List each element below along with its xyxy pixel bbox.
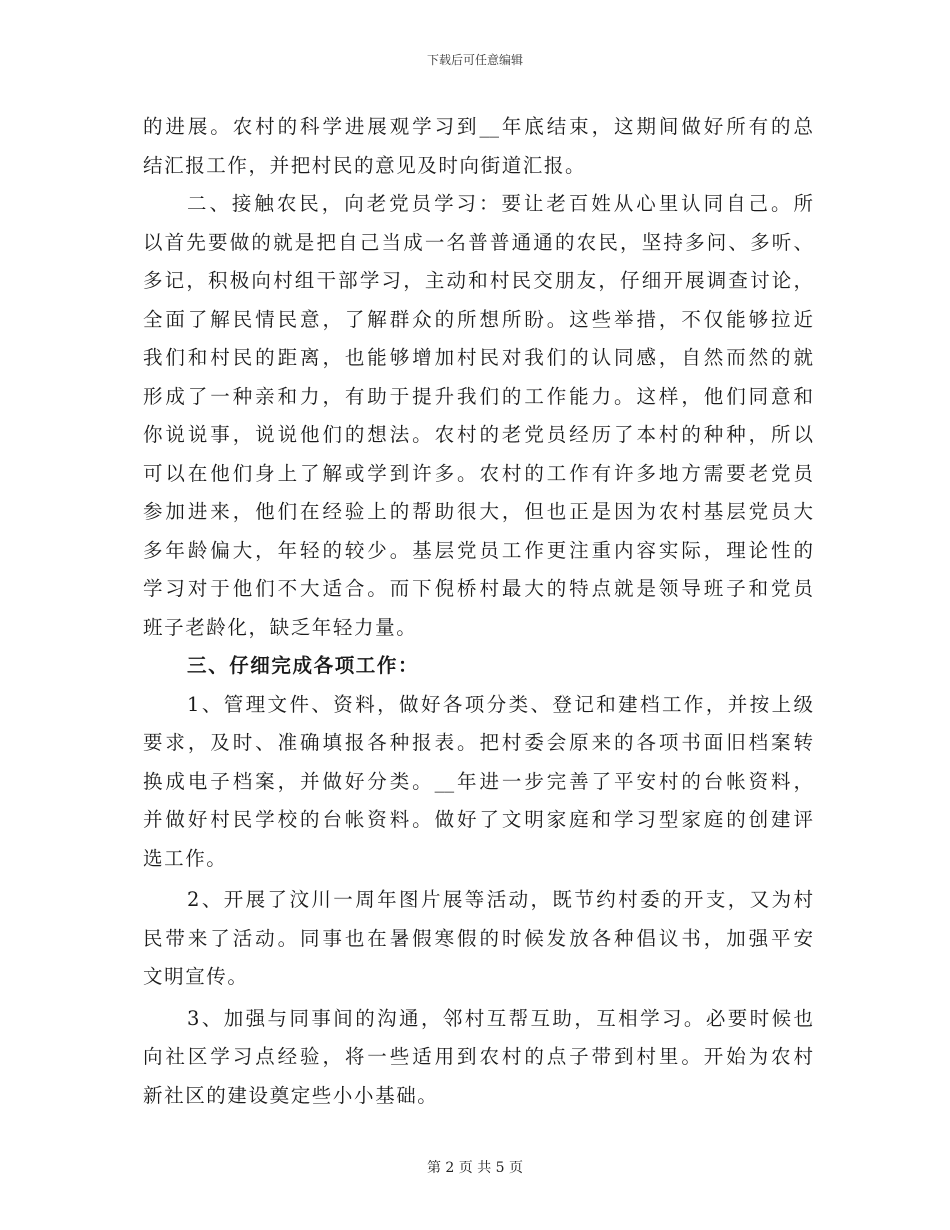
paragraph [143,881,813,997]
text-line: 民带来了活动。同事也在暑假寒假的时候发放各种倡议书，加强平安 [143,926,813,950]
text-line: 2、开展了汶川一周年图片展等活动，既节约村委的开支，又为村 [187,888,813,911]
text-line: 多年龄偏大，年轻的较少。基层党员工作更注重内容实际，理论性的 [143,538,813,562]
paragraph [143,1000,813,1116]
text-line: 向社区学习点经验，将一些适用到农村的点子带到村里。开始为农村 [143,1045,813,1068]
page-header: 下载后可任意编辑 [426,53,523,67]
text-line: 并做好村民学校的台帐资料。做好了文明家庭和学习型家庭的创建评 [143,808,813,831]
text-line: 多记，积极向村组干部学习，主动和村民交朋友，仔细开展调查讨论， [143,269,813,292]
text-line: 你说说事，说说他们的想法。农村的老党员经历了本村的种种，所以 [143,423,813,446]
text-line: 形成了一种亲和力，有助于提升我们的工作能力。这样，他们同意和 [143,384,813,408]
document-body [143,108,813,1115]
text-line: 的进展。农村的科学进展观学习到__年底结束，这期间做好所有的总 [143,115,813,138]
paragraph [143,185,813,647]
section-heading [143,647,813,686]
text-line: 可以在他们身上了解或学到许多。农村的工作有许多地方需要老党员 [143,461,813,485]
heading-text: 三、仔细完成各项工作： [187,654,420,677]
text-line: 新社区的建设奠定些小小基础。 [143,1083,439,1107]
text-line: 班子老龄化，缺乏年轻力量。 [143,615,418,639]
page-footer: 第 2 页 共 5 页 [426,1160,524,1176]
paragraph [143,108,813,185]
text-line: 换成电子档案，并做好分类。__年进一步完善了平安村的台帐资料， [143,769,813,793]
text-line: 3、加强与同事间的沟通，邻村互帮互助，互相学习。必要时候也 [187,1006,813,1030]
text-line: 1、管理文件、资料，做好各项分类、登记和建档工作，并按上级 [187,692,813,716]
text-line: 结汇报工作，并把村民的意见及时向街道汇报。 [143,153,587,177]
text-line: 以首先要做的就是把自己当成一名普普通通的农民，坚持多问、多听、 [143,230,813,254]
text-line: 要求，及时、准确填报各种报表。把村委会原来的各项书面旧档案转 [143,731,813,754]
paragraph [143,686,813,879]
text-line: 选工作。 [143,846,228,870]
text-line: 参加进来，他们在经验上的帮助很大，但也正是因为农村基层党员大 [143,500,813,523]
text-line: 文明宣传。 [143,965,249,988]
text-line: 学习对于他们不大适合。而下倪桥村最大的特点就是领导班子和党员 [143,577,813,600]
text-line: 我们和村民的距离，也能够增加村民对我们的认同感，自然而然的就 [143,346,813,369]
text-line: 全面了解民情民意，了解群众的所想所盼。这些举措，不仅能够拉近 [143,307,813,331]
text-line: 二、接触农民，向老党员学习：要让老百姓从心里认同自己。所 [187,192,813,215]
